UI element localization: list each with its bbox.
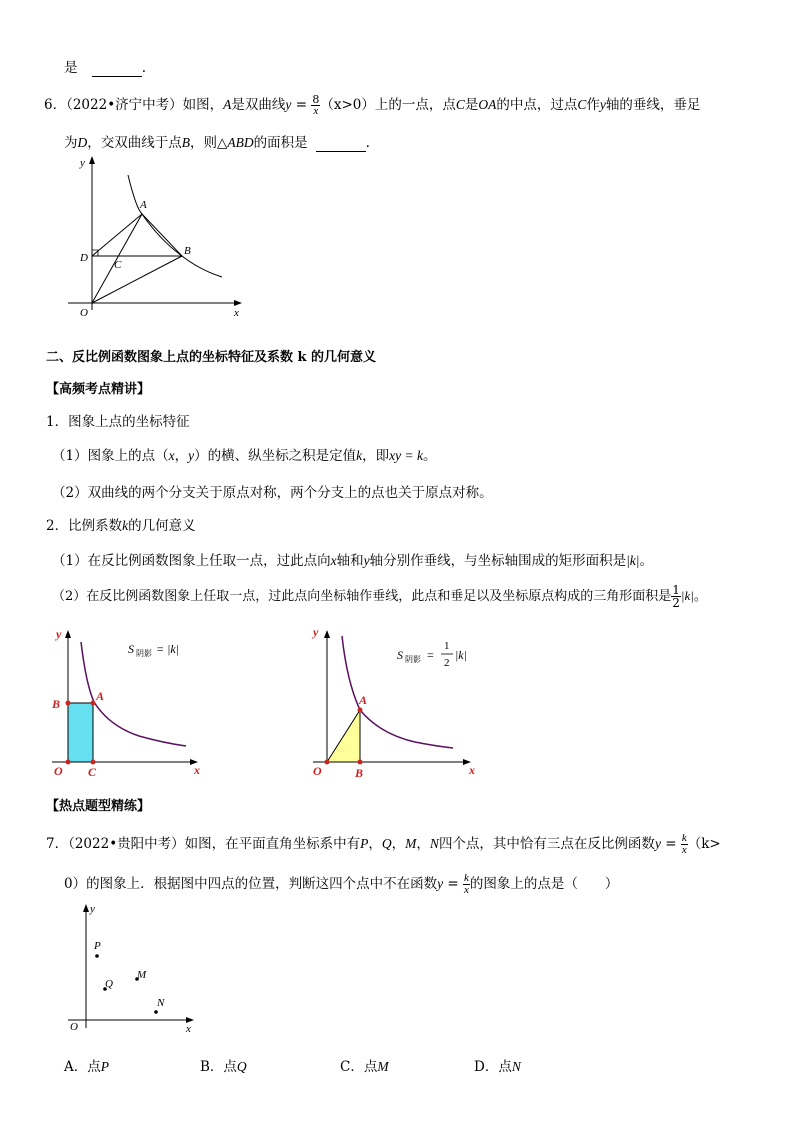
denominator: x [464,884,469,896]
label-x: x [194,763,200,777]
point-O [325,760,330,765]
label-den: 2 [444,657,450,669]
text: ，则△ [190,135,228,151]
var-k: k [122,518,129,533]
q5-tail-text: 是 [64,60,78,76]
label-y: y [313,625,319,639]
text: 7．（2022•贵阳中考）如图，在平面直角坐标系中有 [46,836,361,852]
point-O [66,760,71,765]
label-y: y [56,627,62,641]
label-A: A [96,689,105,703]
text: 轴和 [336,553,364,569]
var-y: y [363,553,370,568]
var-ABD: ABD [227,135,254,150]
equals: = [291,97,312,113]
period: . [141,60,147,76]
y-axis-arrow [65,630,71,638]
point-A [358,708,363,713]
para-1 [52,444,436,464]
text: 。 [639,553,654,569]
q7-line2 [64,872,618,896]
text: 。 [422,448,437,464]
shaded-rectangle [68,703,93,762]
option-C[interactable] [340,1055,389,1075]
var-y: y [599,97,606,112]
label-x: x [234,307,239,319]
var-y: y [188,448,195,463]
fraction-one-half [671,584,681,609]
label-B: B [184,245,191,257]
y-axis-arrow [89,156,95,164]
var-y: y [285,97,292,112]
label-num: 1 [444,640,450,652]
option-point: Q [236,1059,247,1074]
abs-k: |k| [680,588,694,603]
text: （2）在反比例函数图象上任取一点，过此点向坐标轴作垂线，此点和垂足以及坐标原点构成的三角形面积是 [52,589,672,604]
var-M: M [405,836,417,851]
heading-2 [46,514,196,534]
text: 的中点，过点 [496,97,578,113]
text: 轴分别作垂线，与坐标轴围成的矩形面积是 [369,553,627,569]
label-A: A [359,693,368,707]
var-N: N [429,836,439,851]
text: 的图象上的点是（ ） [469,876,619,892]
option-label: C．点 [340,1059,378,1075]
answer-blank [92,60,142,77]
label-O: O [313,764,322,778]
q7-line1 [46,832,721,856]
var-y: y [654,836,661,851]
point-A [91,701,96,706]
label-D: D [80,252,88,264]
equals: = [660,836,681,852]
equation-xy-k: xy = k [389,448,423,463]
label-S-subscript: 阴影 [136,649,152,658]
text: 四个点，其中恰有三点在反比例函数 [438,836,655,852]
q6-line1 [44,93,700,117]
point-B [358,760,363,765]
y-axis-arrow [324,630,330,638]
text: 的面积是 [253,135,308,151]
option-label: A．点 [64,1059,101,1075]
y-axis-arrow [83,904,89,912]
denominator: x [681,844,687,856]
label-C: C [114,259,122,271]
text: 是 [464,97,479,113]
para-4 [52,584,707,609]
fraction-8-over-x [311,94,320,117]
text: 2．比例系数 [46,518,123,534]
text: ， [391,836,406,852]
var-A: A [223,97,232,112]
para-3 [52,549,653,569]
q6-line2 [64,131,370,152]
figure-triangle-area [305,622,485,782]
para-2: （2）双曲线的两个分支关于原点对称，两个分支上的点也关于原点对称。 [52,485,493,501]
x-axis-arrow [234,300,242,306]
fraction-k-over-x [681,833,688,856]
option-label: D．点 [474,1059,512,1075]
q6-figure [60,150,250,320]
numerator: k [464,872,469,884]
label-y: y [90,903,95,915]
label-S-subscript: 阴影 [405,655,421,664]
shaded-triangle [327,710,360,762]
var-D: D [77,135,88,150]
text: 上的一点，点 [374,97,456,113]
point-P [95,954,99,958]
segment-AB [142,214,182,256]
option-B[interactable] [200,1055,247,1075]
var-x: x [330,553,337,568]
point-N [154,1010,158,1014]
label-area-eq: = |k| [156,642,180,656]
label-x: x [469,763,475,777]
option-label: B．点 [200,1059,237,1075]
segment-DA [92,214,142,256]
label-O: O [54,764,63,778]
text: ，即 [362,448,390,464]
var-P: P [360,836,369,851]
option-point: N [511,1059,521,1074]
fraction-k-over-x [463,873,470,896]
period: . [365,135,370,151]
var-C: C [455,97,465,112]
text: ， [174,448,189,464]
label-B: B [52,697,61,711]
label-y: y [80,157,85,169]
q6-prefix: 6．（2022•济宁中考）如图， [44,97,224,113]
abs-k: |k| [626,553,640,568]
text: 。 [693,589,707,604]
label-N: N [157,997,165,1009]
text: 是双曲线 [231,97,286,113]
figure-rectangle-area [44,622,214,782]
text: ， [368,836,382,852]
point-B [66,701,71,706]
option-point: P [100,1059,109,1074]
var-B: B [181,135,190,150]
text: 轴的垂线，垂足 [605,97,701,113]
text: （k> [687,836,721,852]
section-title: 二、反比例函数图象上点的坐标特征及系数 k 的几何意义 [46,350,377,365]
label-O: O [70,1021,78,1033]
q7-figure [60,900,200,1035]
text: 的几何意义 [128,518,196,534]
text: ，交双曲线于点 [87,135,182,151]
label-Q: Q [105,978,113,990]
label-B: B [355,766,364,780]
option-D[interactable] [474,1055,521,1075]
label-x: x [186,1023,191,1035]
label-M: M [137,969,147,981]
condition: （x>0） [320,97,375,113]
denominator: 2 [672,596,680,610]
heading-1: 1．图象上点的坐标特征 [46,414,190,430]
numerator: 8 [312,93,320,106]
text: 为 [64,135,78,151]
var-C: C [577,97,587,112]
label-A: A [140,199,147,211]
label-S: S [128,642,134,656]
text: 作 [586,97,600,113]
answer-blank [316,135,366,152]
var-x: x [168,448,175,463]
var-k: k [356,448,363,463]
label-C: C [88,765,97,779]
numerator: k [681,832,687,844]
text: （1）在反比例函数图象上任取一点，过此点向 [52,553,331,569]
text: ， [416,836,430,852]
equals: = [443,876,463,892]
label-abs-k: |k| [455,648,467,662]
label-O: O [80,307,88,319]
hyperbola-curve [128,175,222,277]
label-S: S [397,648,403,662]
text: ）的横、纵坐标之积是定值 [194,448,357,464]
var-OA: OA [478,97,497,112]
option-A[interactable] [64,1055,109,1075]
label-equals: = [427,648,434,662]
var-Q: Q [381,836,392,851]
denominator: x [313,105,319,117]
option-point: M [377,1059,389,1074]
text: 0）的图象上．根据图中四点的位置，判断这四个点中不在函数 [64,876,438,892]
label-P: P [94,940,101,952]
var-y: y [437,876,444,891]
subsection-title-2: 【热点题型精练】 [46,799,151,814]
point-C [91,760,96,765]
numerator: 1 [672,583,680,597]
subsection-title-1: 【高频考点精讲】 [46,382,151,397]
q5-answer-line [64,56,146,77]
text: （1）图象上的点（ [52,448,169,464]
